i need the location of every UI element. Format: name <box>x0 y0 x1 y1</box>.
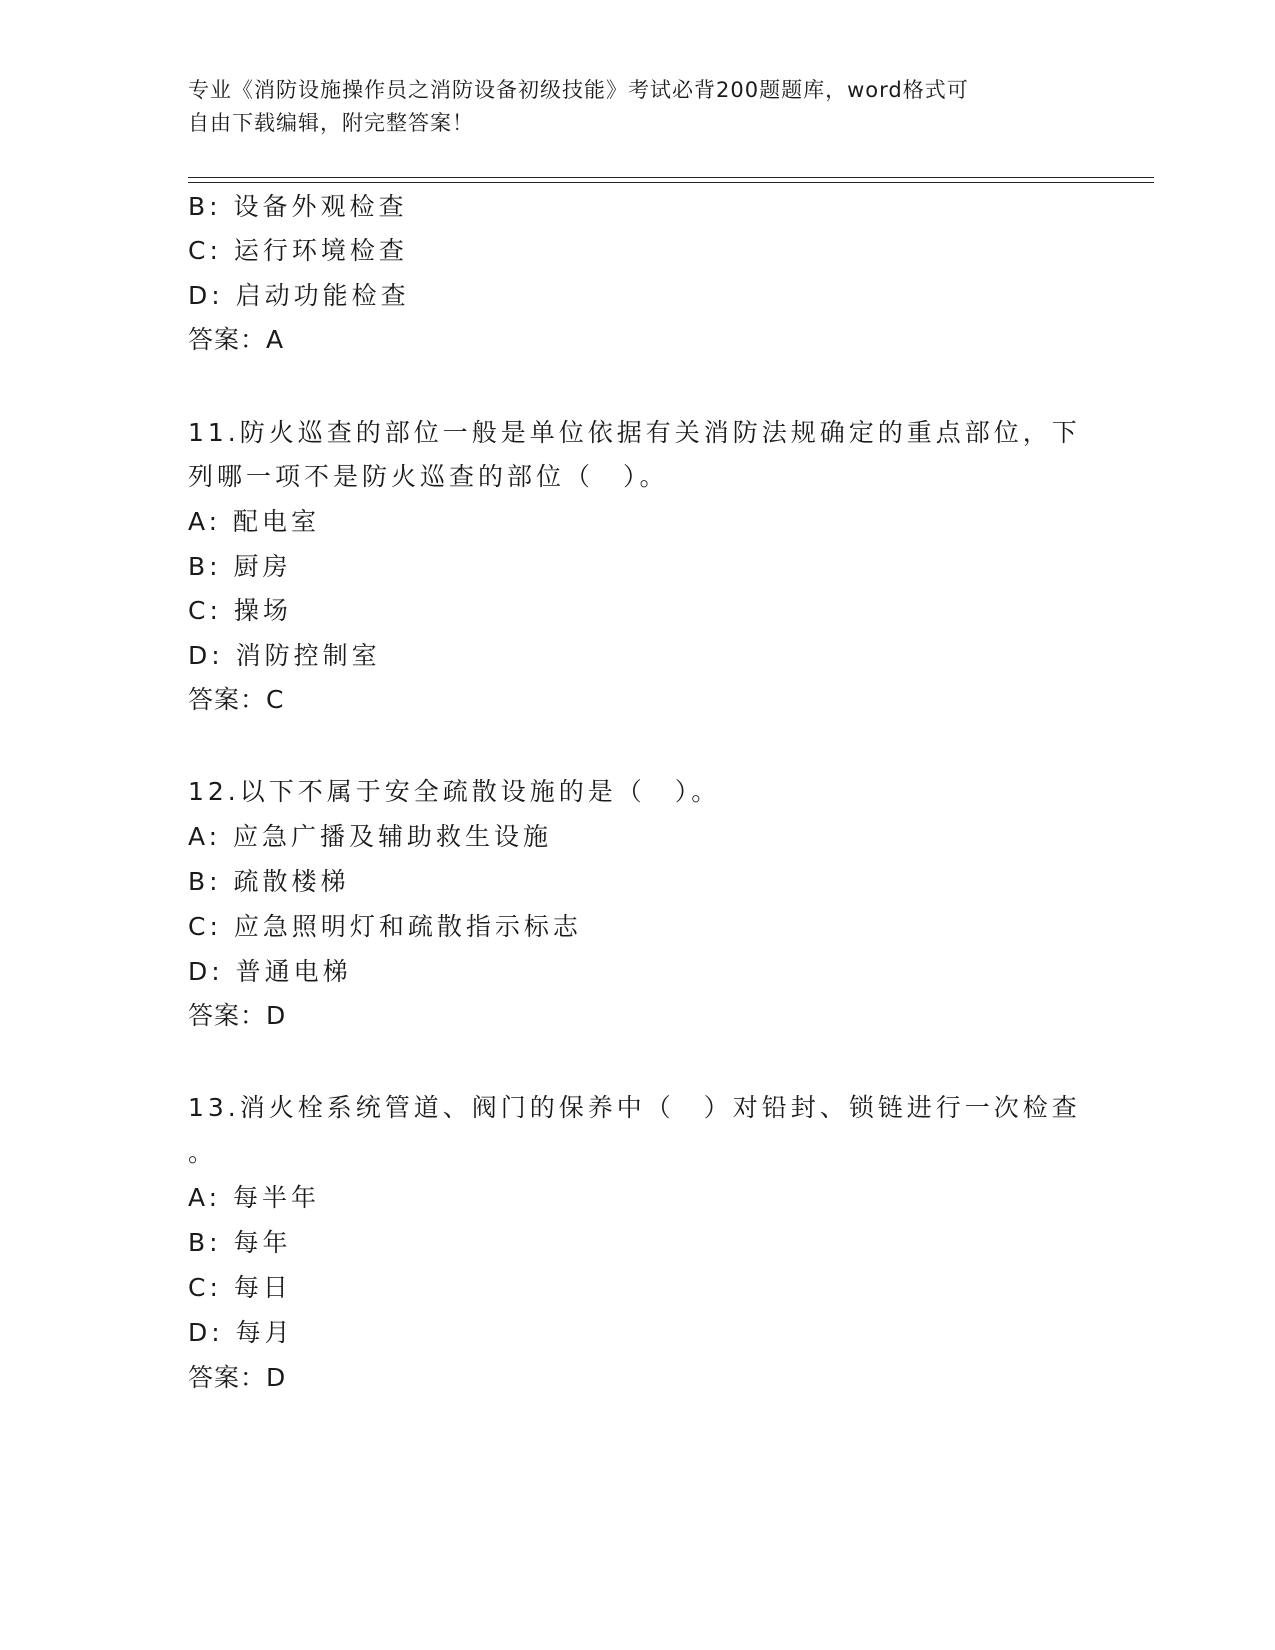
q13-answer: 答案：D <box>188 1363 287 1392</box>
q11-option-c: C: 操场 <box>188 596 292 625</box>
q10-option-c: C: 运行环境检查 <box>188 236 408 265</box>
q11-stem-line-1: 11.防火巡查的部位一般是单位依据有关消防法规确定的重点部位，下 <box>188 418 1081 447</box>
header-divider-bottom <box>188 182 1154 183</box>
q13-option-b: B: 每年 <box>188 1228 292 1257</box>
q10-option-d: D: 启动功能检查 <box>188 281 410 310</box>
q13-option-c: C: 每日 <box>188 1273 292 1302</box>
q13-stem-line-2: 。 <box>188 1138 218 1167</box>
q11-answer: 答案：C <box>188 685 285 714</box>
header-divider-top <box>188 177 1154 178</box>
q12-option-a: A: 应急广播及辅助救生设施 <box>188 822 553 851</box>
q11-stem-line-2: 列哪一项不是防火巡查的部位（ ）。 <box>188 462 669 491</box>
q12-option-b: B: 疏散楼梯 <box>188 867 350 896</box>
q11-option-b: B: 厨房 <box>188 552 292 581</box>
q13-stem-line-1: 13.消火栓系统管道、阀门的保养中（ ）对铅封、锁链进行一次检查 <box>188 1093 1081 1122</box>
q12-option-c: C: 应急照明灯和疏散指示标志 <box>188 912 582 941</box>
q10-answer: 答案：A <box>188 325 285 354</box>
q12-stem-line-1: 12.以下不属于安全疏散设施的是（ ）。 <box>188 777 721 806</box>
q13-option-d: D: 每月 <box>188 1318 294 1347</box>
q13-option-a: A: 每半年 <box>188 1183 321 1212</box>
q11-option-d: D: 消防控制室 <box>188 641 381 670</box>
document-header <box>188 74 1068 140</box>
q11-option-a: A: 配电室 <box>188 507 321 536</box>
q12-answer: 答案：D <box>188 1001 287 1030</box>
q10-option-b: B: 设备外观检查 <box>188 192 408 221</box>
q12-option-d: D: 普通电梯 <box>188 957 352 986</box>
header-line-1: 专业《消防设施操作员之消防设备初级技能》考试必背200题题库，word格式可 <box>188 78 969 102</box>
header-line-2: 自由下载编辑，附完整答案！ <box>188 111 474 135</box>
